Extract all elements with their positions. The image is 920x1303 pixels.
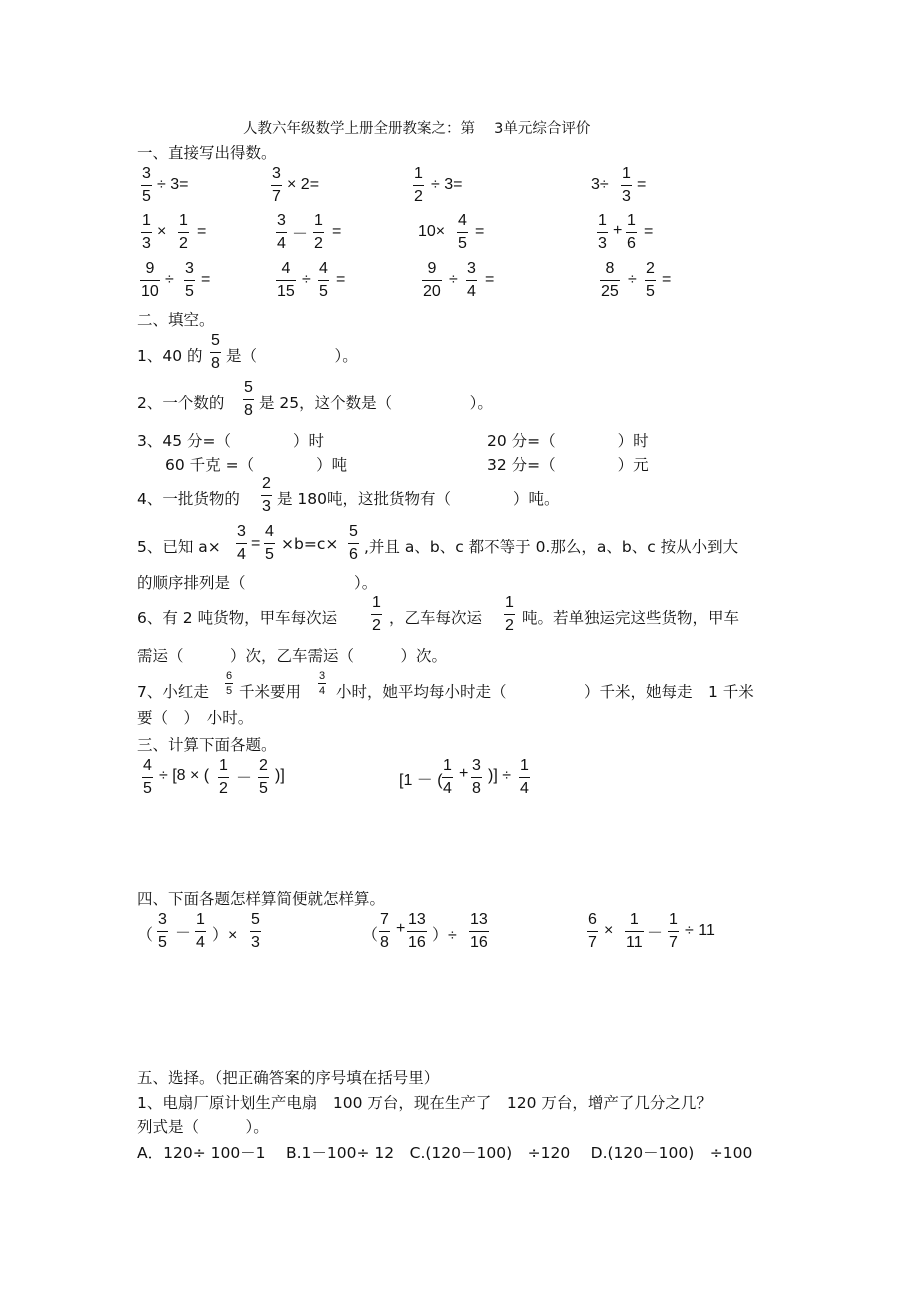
fraction: 3 4: [277, 212, 286, 252]
question-3a: 3、45 分=（ ）时: [137, 432, 324, 450]
fraction: 1 2: [372, 594, 381, 634]
operator: ÷: [628, 271, 637, 288]
fraction: 3 5: [185, 260, 194, 300]
fraction: 1 4: [443, 757, 452, 797]
question-3b: 20 分=（ ）时: [487, 432, 649, 450]
question-4-blank: 是 180吨，这批货物有（ ）吨。: [277, 490, 560, 508]
section-1-heading: 一、直接写出得数。: [137, 144, 277, 162]
expression-text: －: [647, 925, 664, 942]
question-5-post: ,并且 a、b、c 都不等于 0.那么，a、b、c 按从小到大: [364, 538, 739, 556]
question-6-post: 吨。若单独运完这些货物，甲车: [522, 609, 740, 627]
fraction: 4 5: [319, 260, 328, 300]
fraction: 4 5: [143, 757, 152, 797]
expression-text: +: [396, 920, 406, 937]
expression-text: ）×: [212, 927, 238, 944]
fraction: 1 3: [622, 165, 631, 205]
fraction: 1 6: [627, 212, 636, 252]
fraction: 2 5: [259, 757, 268, 797]
expression-text: ÷ 11: [685, 922, 715, 939]
expression-text: ）÷: [432, 927, 457, 944]
operator: =: [197, 223, 207, 240]
expression-text: （: [137, 927, 154, 944]
operator: ÷ 3=: [431, 176, 463, 193]
fraction: 1 2: [414, 165, 423, 205]
expression-text: +: [459, 765, 469, 782]
question-3d: 32 分=（ ）元: [487, 456, 649, 474]
expression-text: －: [236, 770, 253, 787]
fraction: 1 4: [196, 911, 205, 951]
fraction: 5 8: [211, 332, 220, 372]
operator: ÷ 3=: [157, 176, 189, 193]
fraction: 1 4: [520, 757, 529, 797]
expression-text: －: [175, 925, 192, 942]
question-6-text: 6、有 2 吨货物，甲车每次运: [137, 609, 338, 627]
fraction: 13 16: [470, 911, 488, 951]
fraction: 1 7: [669, 911, 678, 951]
fraction: 1 2: [505, 594, 514, 634]
question-4-text: 4、一批货物的: [137, 490, 240, 508]
fraction: 9 10: [141, 260, 159, 300]
fraction: 6 7: [588, 911, 597, 951]
section-3-heading: 三、计算下面各题。: [137, 736, 277, 754]
fraction: 3 4: [237, 523, 246, 563]
question-3c: 60 千克 =（ ）吨: [165, 456, 348, 474]
fraction: 5 6: [349, 523, 358, 563]
fraction: 7 8: [380, 911, 389, 951]
question-7-text: 7、小红走: [137, 683, 209, 701]
expression-text: ×: [604, 922, 614, 939]
operator: × 2=: [287, 176, 320, 193]
expression-text: )]: [275, 767, 285, 784]
section-4-heading: 四、下面各题怎样算简便就怎样算。: [137, 890, 386, 908]
fraction: 4 5: [265, 523, 274, 563]
expression-text: [1 － (: [399, 772, 443, 789]
operator: =: [644, 223, 654, 240]
fraction: 4 15: [277, 260, 295, 300]
question-2-blank: 是 25，这个数是（ ）。: [259, 394, 493, 412]
question-1-text: 1、40 的: [137, 347, 203, 365]
question-5-mid: ×b=c×: [281, 535, 339, 553]
fraction: 1 2: [219, 757, 228, 797]
question-6-mid: ，乙车每次运: [389, 609, 483, 627]
fraction: 8 25: [601, 260, 619, 300]
fraction: 3 4: [319, 670, 326, 697]
expression-text: （: [362, 927, 379, 944]
operator: =: [336, 271, 346, 288]
operator: ÷: [165, 271, 174, 288]
question-5-line2: 的顺序排列是（ ）。: [137, 574, 378, 592]
question-5-text: 5、已知 a×: [137, 538, 221, 556]
fraction: 1 2: [179, 212, 188, 252]
operator: =: [485, 271, 495, 288]
fraction: 5 3: [251, 911, 260, 951]
expression-text: ÷ [8 × (: [159, 767, 210, 784]
fraction: 2 3: [262, 475, 271, 515]
operator: =: [332, 223, 342, 240]
operator: ×: [157, 223, 167, 240]
operator: 10×: [418, 223, 446, 240]
fraction: 1 11: [626, 911, 643, 951]
fraction: 4 5: [458, 212, 467, 252]
operator: +: [613, 222, 623, 239]
fraction: 1 2: [314, 212, 323, 252]
operator: =: [251, 535, 261, 552]
section-5-heading: 五、选择。（把正确答案的序号填在括号里）: [137, 1069, 440, 1087]
question-7-line2: 要（ ） 小时。: [137, 709, 254, 727]
section-2-heading: 二、填空。: [137, 311, 215, 329]
fraction: 3 7: [272, 165, 281, 205]
operator: =: [662, 271, 672, 288]
operator: －: [292, 226, 309, 243]
choice-options: A．120÷ 100－1 B.1－100÷ 12 C.(120－100) ÷120 D.(120－100) ÷100: [137, 1144, 753, 1162]
fraction: 3 4: [467, 260, 476, 300]
fraction: 3 5: [158, 911, 167, 951]
question-6-line2: 需运（ ）次，乙车需运（ ）次。: [137, 647, 448, 665]
fraction: 3 5: [142, 165, 151, 205]
expression-text: )] ÷: [488, 767, 511, 784]
choice-question-1-formula: 列式是（ ）。: [137, 1118, 269, 1136]
fraction: 1 3: [598, 212, 607, 252]
fraction: 1 3: [142, 212, 151, 252]
fraction: 13 16: [408, 911, 426, 951]
fraction: 5 8: [244, 379, 253, 419]
operator: =: [637, 176, 647, 193]
operator: ÷: [449, 271, 458, 288]
fraction: 9 20: [423, 260, 441, 300]
fraction: 2 5: [646, 260, 655, 300]
question-2-text: 2、一个数的: [137, 394, 225, 412]
question-1-blank: 是（ ）。: [226, 347, 358, 365]
question-7-post: 小时，她平均每小时走（ ）千米，她每走 1 千米: [336, 683, 754, 701]
question-7-mid: 千米要用: [239, 683, 302, 701]
operator: ÷: [302, 271, 311, 288]
fraction: 6 5: [226, 670, 233, 697]
operator: =: [475, 223, 485, 240]
page-title: 人教六年级数学上册全册教案之：第 3单元综合评价: [243, 121, 591, 137]
operator: =: [201, 271, 211, 288]
operator: 3÷: [591, 176, 609, 193]
choice-question-1: 1、电扇厂原计划生产电扇 100 万台，现在生产了 120 万台，增产了几分之几？: [137, 1094, 712, 1112]
fraction: 3 8: [472, 757, 481, 797]
